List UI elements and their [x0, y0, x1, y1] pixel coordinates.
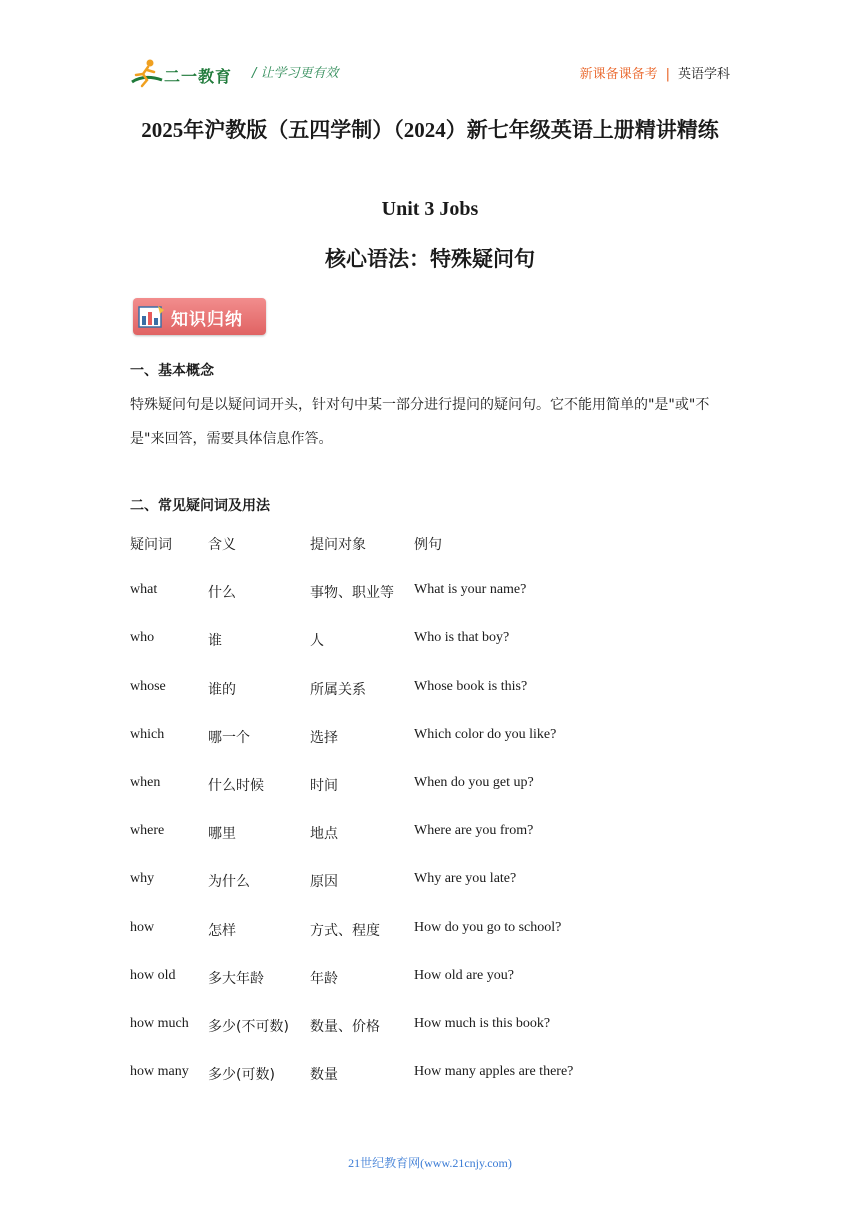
table-row [130, 907, 750, 955]
table-header-cell: 疑问词 [130, 537, 172, 553]
question-target: 数量、价格 [310, 1018, 380, 1035]
meaning: 为什么 [208, 874, 250, 891]
brand-logo[interactable] [130, 58, 240, 88]
example-sentence: Who is that boy? [414, 630, 510, 646]
question-target: 数量 [310, 1067, 338, 1084]
question-target: 所属关系 [310, 681, 366, 698]
subject-label: 英语学科 [677, 67, 730, 82]
footer-link[interactable]: 21世纪教育网(www.21cnjy.com) [348, 1156, 512, 1170]
meaning: 哪里 [208, 826, 236, 843]
table-row [130, 617, 750, 665]
question-target: 选择 [310, 729, 338, 746]
table-row [130, 810, 750, 858]
runner-icon [130, 58, 164, 88]
meaning: 谁 [208, 633, 222, 650]
question-word: how much [130, 1015, 189, 1031]
meaning: 怎样 [208, 922, 236, 939]
badge-label: 知识归纳 [171, 310, 243, 330]
example-sentence: When do you get up? [414, 774, 534, 790]
table-row [130, 955, 750, 1003]
question-target: 事物、职业等 [310, 585, 394, 602]
document-title: 2025年沪教版（五四学制）（2024）新七年级英语上册精讲精练 [141, 118, 719, 142]
header-divider: | [665, 67, 670, 82]
table-row [130, 666, 750, 714]
example-sentence: How much is this book? [414, 1015, 551, 1031]
table-row [130, 1051, 750, 1099]
question-word: whose [130, 678, 166, 694]
meaning: 谁的 [208, 681, 236, 698]
question-target: 年龄 [310, 970, 338, 987]
knowledge-badge [133, 298, 266, 335]
meaning: 多少(不可数) [208, 1018, 289, 1035]
example-sentence: How many apples are there? [414, 1064, 574, 1080]
question-word: which [130, 726, 165, 742]
example-sentence: Where are you from? [414, 823, 534, 839]
question-word: how [130, 919, 155, 935]
question-word: who [130, 630, 155, 646]
question-target: 时间 [310, 777, 338, 794]
question-word: where [130, 823, 165, 839]
meaning: 哪一个 [208, 729, 250, 746]
table-row [130, 762, 750, 810]
question-word: what [130, 582, 158, 598]
concept-paragraph: 特殊疑问句是以疑问词开头，针对句中某一部分进行提问的疑问句。它不能用简单的"是"或"不是"来回答，需要具体信息作答。 [130, 397, 710, 447]
meaning: 什么时候 [208, 777, 264, 794]
table-header-cell: 含义 [208, 537, 236, 553]
meaning: 什么 [208, 585, 236, 602]
table-row [130, 569, 750, 617]
table-row [130, 714, 750, 762]
table-header-cell: 提问对象 [310, 537, 366, 553]
grammar-title: 核心语法：特殊疑问句 [325, 247, 535, 271]
question-word-table [130, 521, 750, 1099]
example-sentence: Which color do you like? [414, 726, 557, 742]
course-tag: 新课备课备考 [579, 67, 658, 82]
table-row [130, 858, 750, 906]
question-target: 地点 [310, 826, 338, 843]
header-right [580, 63, 730, 82]
book-chart-icon [138, 304, 166, 330]
table-header-row [130, 521, 750, 569]
question-target: 方式、程度 [310, 922, 380, 939]
question-word: why [130, 871, 155, 887]
unit-title: Unit 3 Jobs [381, 198, 479, 220]
section-heading-question-words: 二、常见疑问词及用法 [130, 498, 270, 514]
question-word: how old [130, 967, 176, 983]
question-target: 原因 [310, 874, 338, 891]
section-heading-concept: 一、基本概念 [130, 363, 214, 379]
example-sentence: What is your name? [414, 582, 527, 598]
page-header [130, 52, 730, 92]
example-sentence: Why are you late? [414, 871, 517, 887]
meaning: 多大年龄 [208, 970, 264, 987]
table-row [130, 1003, 750, 1051]
logo-text: 二一教育 [164, 67, 233, 86]
question-target: 人 [310, 633, 324, 650]
question-word: when [130, 774, 161, 790]
question-word: how many [130, 1064, 189, 1080]
example-sentence: Whose book is this? [414, 678, 528, 694]
example-sentence: How do you go to school? [414, 919, 562, 935]
slogan: / 让学习更有效 [252, 66, 339, 81]
table-header-cell: 例句 [414, 537, 442, 553]
example-sentence: How old are you? [414, 967, 514, 983]
meaning: 多少(可数) [208, 1067, 275, 1084]
